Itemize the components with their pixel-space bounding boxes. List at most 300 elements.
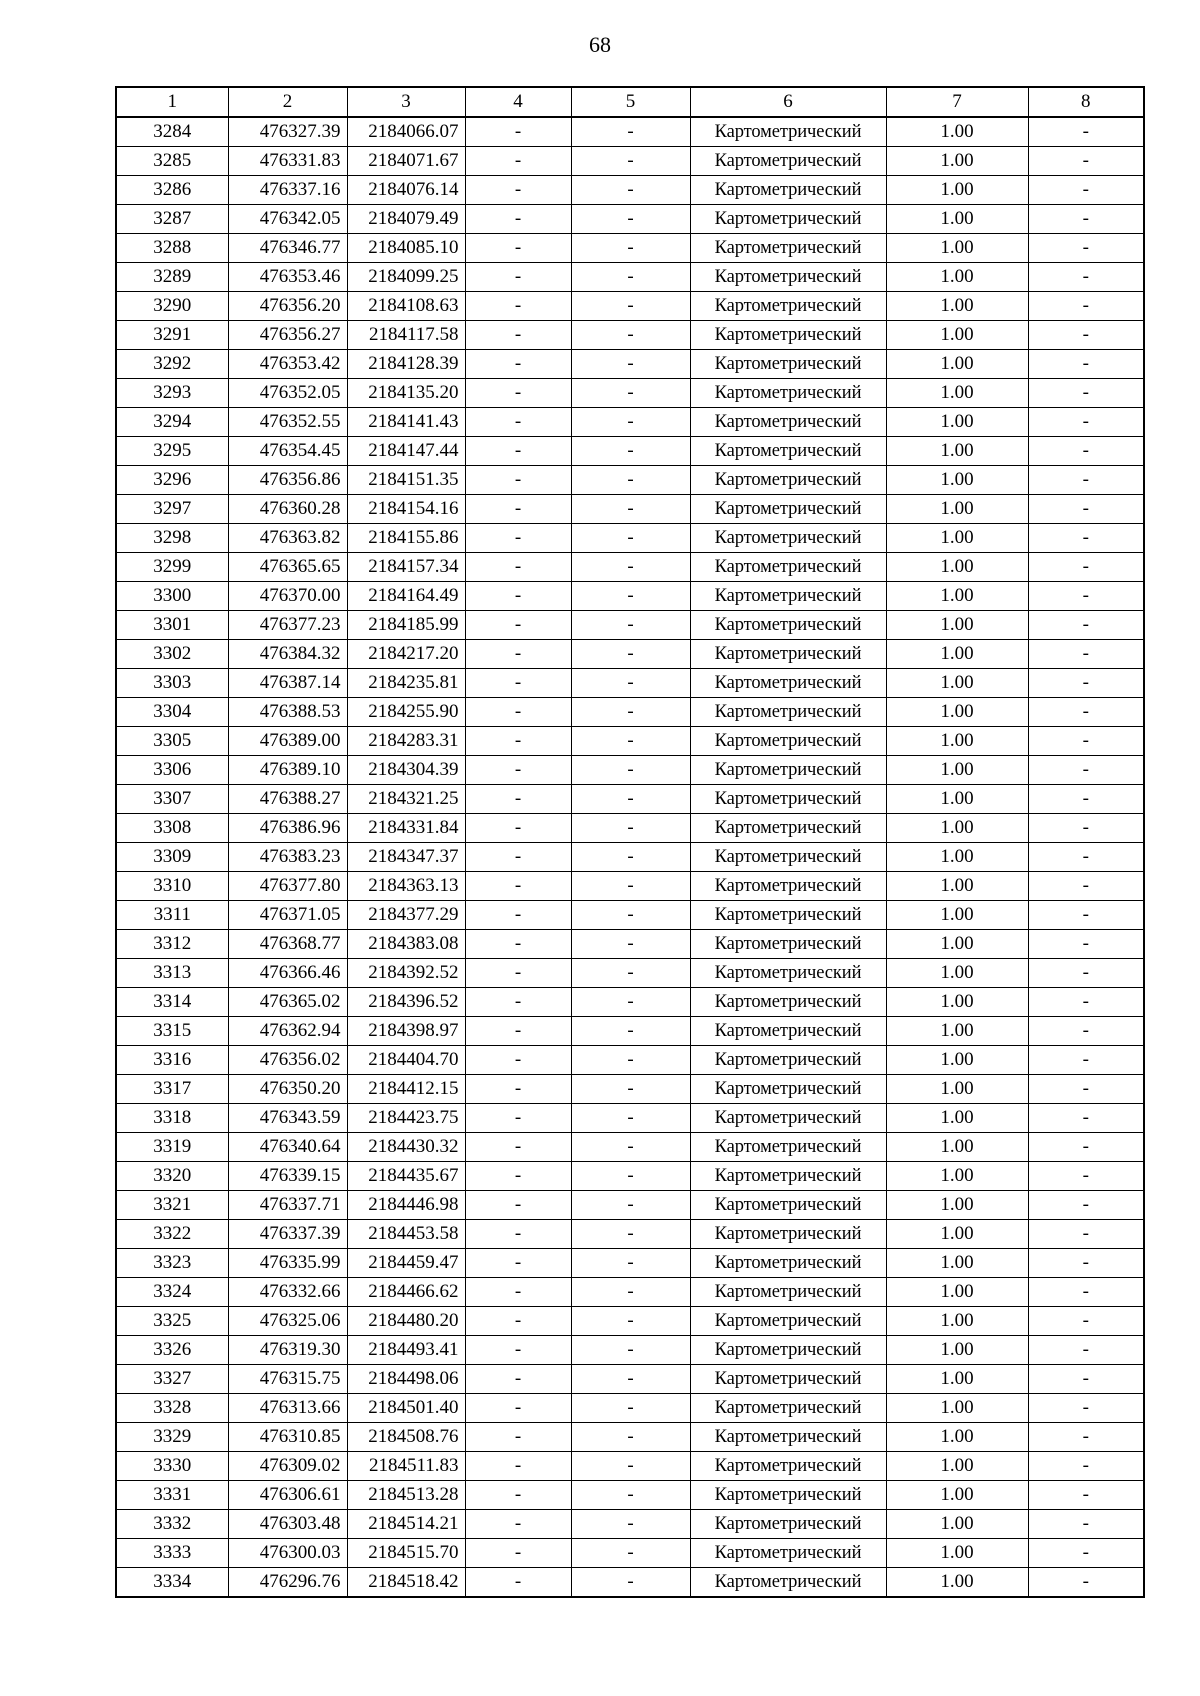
- method-cell: Картометрический: [690, 263, 886, 292]
- column-4-cell: -: [465, 553, 571, 582]
- method-cell: Картометрический: [690, 1452, 886, 1481]
- column-4-cell: -: [465, 669, 571, 698]
- column-4-cell: -: [465, 959, 571, 988]
- table-row: [116, 147, 1144, 176]
- y-coordinate-cell: 2184453.58: [347, 1220, 465, 1249]
- point-number-cell: 3330: [116, 1452, 228, 1481]
- method-cell: Картометрический: [690, 1481, 886, 1510]
- method-cell: Картометрический: [690, 147, 886, 176]
- column-4-cell: -: [465, 814, 571, 843]
- method-cell: Картометрический: [690, 234, 886, 263]
- method-cell: Картометрический: [690, 1191, 886, 1220]
- column-5-cell: -: [571, 843, 690, 872]
- y-coordinate-cell: 2184108.63: [347, 292, 465, 321]
- table-row: [116, 727, 1144, 756]
- y-coordinate-cell: 2184501.40: [347, 1394, 465, 1423]
- y-coordinate-cell: 2184066.07: [347, 117, 465, 147]
- coordinates-table: [115, 86, 1145, 1598]
- method-cell: Картометрический: [690, 1336, 886, 1365]
- column-8-cell: -: [1028, 1568, 1144, 1598]
- column-8-cell: -: [1028, 350, 1144, 379]
- point-number-cell: 3289: [116, 263, 228, 292]
- y-coordinate-cell: 2184435.67: [347, 1162, 465, 1191]
- column-8-cell: -: [1028, 930, 1144, 959]
- y-coordinate-cell: 2184383.08: [347, 930, 465, 959]
- column-5-cell: -: [571, 350, 690, 379]
- y-coordinate-cell: 2184117.58: [347, 321, 465, 350]
- column-5-cell: -: [571, 814, 690, 843]
- column-header: 1: [116, 87, 228, 117]
- accuracy-cell: 1.00: [886, 524, 1028, 553]
- accuracy-cell: 1.00: [886, 408, 1028, 437]
- column-8-cell: -: [1028, 292, 1144, 321]
- method-cell: Картометрический: [690, 1510, 886, 1539]
- column-5-cell: -: [571, 1104, 690, 1133]
- column-8-cell: -: [1028, 1017, 1144, 1046]
- column-8-cell: -: [1028, 1278, 1144, 1307]
- accuracy-cell: 1.00: [886, 1046, 1028, 1075]
- accuracy-cell: 1.00: [886, 350, 1028, 379]
- column-8-cell: -: [1028, 1307, 1144, 1336]
- point-number-cell: 3298: [116, 524, 228, 553]
- column-5-cell: -: [571, 1162, 690, 1191]
- point-number-cell: 3285: [116, 147, 228, 176]
- accuracy-cell: 1.00: [886, 176, 1028, 205]
- y-coordinate-cell: 2184235.81: [347, 669, 465, 698]
- accuracy-cell: 1.00: [886, 437, 1028, 466]
- column-header: 6: [690, 87, 886, 117]
- table-row: [116, 1075, 1144, 1104]
- column-5-cell: -: [571, 205, 690, 234]
- column-4-cell: -: [465, 234, 571, 263]
- method-cell: Картометрический: [690, 640, 886, 669]
- column-8-cell: -: [1028, 1452, 1144, 1481]
- column-8-cell: -: [1028, 1481, 1144, 1510]
- table-row: [116, 1510, 1144, 1539]
- column-8-cell: -: [1028, 582, 1144, 611]
- accuracy-cell: 1.00: [886, 1307, 1028, 1336]
- y-coordinate-cell: 2184508.76: [347, 1423, 465, 1452]
- y-coordinate-cell: 2184423.75: [347, 1104, 465, 1133]
- column-4-cell: -: [465, 1046, 571, 1075]
- table-row: [116, 785, 1144, 814]
- column-8-cell: -: [1028, 437, 1144, 466]
- method-cell: Картометрический: [690, 669, 886, 698]
- method-cell: Картометрический: [690, 1133, 886, 1162]
- table-row: [116, 1539, 1144, 1568]
- table-row: [116, 756, 1144, 785]
- accuracy-cell: 1.00: [886, 1365, 1028, 1394]
- column-4-cell: -: [465, 466, 571, 495]
- method-cell: Картометрический: [690, 843, 886, 872]
- column-8-cell: -: [1028, 640, 1144, 669]
- x-coordinate-cell: 476340.64: [228, 1133, 347, 1162]
- method-cell: Картометрический: [690, 1307, 886, 1336]
- y-coordinate-cell: 2184147.44: [347, 437, 465, 466]
- x-coordinate-cell: 476387.14: [228, 669, 347, 698]
- y-coordinate-cell: 2184076.14: [347, 176, 465, 205]
- point-number-cell: 3312: [116, 930, 228, 959]
- column-8-cell: -: [1028, 1220, 1144, 1249]
- column-8-cell: -: [1028, 988, 1144, 1017]
- table-row: [116, 1133, 1144, 1162]
- column-5-cell: -: [571, 582, 690, 611]
- column-8-cell: -: [1028, 1510, 1144, 1539]
- column-5-cell: -: [571, 117, 690, 147]
- column-4-cell: -: [465, 1365, 571, 1394]
- x-coordinate-cell: 476362.94: [228, 1017, 347, 1046]
- method-cell: Картометрический: [690, 408, 886, 437]
- x-coordinate-cell: 476383.23: [228, 843, 347, 872]
- x-coordinate-cell: 476365.02: [228, 988, 347, 1017]
- column-5-cell: -: [571, 1278, 690, 1307]
- accuracy-cell: 1.00: [886, 1104, 1028, 1133]
- x-coordinate-cell: 476325.06: [228, 1307, 347, 1336]
- point-number-cell: 3290: [116, 292, 228, 321]
- column-8-cell: -: [1028, 1249, 1144, 1278]
- table-row: [116, 263, 1144, 292]
- point-number-cell: 3295: [116, 437, 228, 466]
- method-cell: Картометрический: [690, 1017, 886, 1046]
- y-coordinate-cell: 2184154.16: [347, 495, 465, 524]
- y-coordinate-cell: 2184511.83: [347, 1452, 465, 1481]
- method-cell: Картометрический: [690, 1046, 886, 1075]
- method-cell: Картометрический: [690, 1104, 886, 1133]
- method-cell: Картометрический: [690, 117, 886, 147]
- table-row: [116, 698, 1144, 727]
- column-8-cell: -: [1028, 1336, 1144, 1365]
- accuracy-cell: 1.00: [886, 1539, 1028, 1568]
- y-coordinate-cell: 2184518.42: [347, 1568, 465, 1598]
- accuracy-cell: 1.00: [886, 1191, 1028, 1220]
- accuracy-cell: 1.00: [886, 1568, 1028, 1598]
- table-row: [116, 901, 1144, 930]
- point-number-cell: 3324: [116, 1278, 228, 1307]
- column-4-cell: -: [465, 843, 571, 872]
- x-coordinate-cell: 476310.85: [228, 1423, 347, 1452]
- y-coordinate-cell: 2184347.37: [347, 843, 465, 872]
- column-8-cell: -: [1028, 408, 1144, 437]
- method-cell: Картометрический: [690, 553, 886, 582]
- method-cell: Картометрический: [690, 872, 886, 901]
- table-row: [116, 408, 1144, 437]
- accuracy-cell: 1.00: [886, 872, 1028, 901]
- column-5-cell: -: [571, 1046, 690, 1075]
- accuracy-cell: 1.00: [886, 321, 1028, 350]
- column-5-cell: -: [571, 611, 690, 640]
- column-5-cell: -: [571, 669, 690, 698]
- method-cell: Картометрический: [690, 1220, 886, 1249]
- y-coordinate-cell: 2184128.39: [347, 350, 465, 379]
- column-5-cell: -: [571, 901, 690, 930]
- x-coordinate-cell: 476356.20: [228, 292, 347, 321]
- table-row: [116, 582, 1144, 611]
- table-row: [116, 553, 1144, 582]
- point-number-cell: 3315: [116, 1017, 228, 1046]
- column-5-cell: -: [571, 553, 690, 582]
- table-row: [116, 1104, 1144, 1133]
- x-coordinate-cell: 476296.76: [228, 1568, 347, 1598]
- column-5-cell: -: [571, 785, 690, 814]
- column-4-cell: -: [465, 1539, 571, 1568]
- table-row: [116, 1452, 1144, 1481]
- column-8-cell: -: [1028, 1162, 1144, 1191]
- column-5-cell: -: [571, 1249, 690, 1278]
- point-number-cell: 3334: [116, 1568, 228, 1598]
- method-cell: Картометрический: [690, 321, 886, 350]
- point-number-cell: 3288: [116, 234, 228, 263]
- y-coordinate-cell: 2184135.20: [347, 379, 465, 408]
- table-row: [116, 321, 1144, 350]
- accuracy-cell: 1.00: [886, 466, 1028, 495]
- x-coordinate-cell: 476337.16: [228, 176, 347, 205]
- column-5-cell: -: [571, 437, 690, 466]
- method-cell: Картометрический: [690, 582, 886, 611]
- x-coordinate-cell: 476363.82: [228, 524, 347, 553]
- accuracy-cell: 1.00: [886, 205, 1028, 234]
- table-row: [116, 176, 1144, 205]
- point-number-cell: 3320: [116, 1162, 228, 1191]
- column-header: 3: [347, 87, 465, 117]
- x-coordinate-cell: 476309.02: [228, 1452, 347, 1481]
- column-8-cell: -: [1028, 1365, 1144, 1394]
- column-4-cell: -: [465, 1568, 571, 1598]
- point-number-cell: 3284: [116, 117, 228, 147]
- y-coordinate-cell: 2184157.34: [347, 553, 465, 582]
- x-coordinate-cell: 476377.80: [228, 872, 347, 901]
- table-row: [116, 1365, 1144, 1394]
- table-row: [116, 669, 1144, 698]
- column-5-cell: -: [571, 524, 690, 553]
- column-4-cell: -: [465, 1017, 571, 1046]
- y-coordinate-cell: 2184217.20: [347, 640, 465, 669]
- method-cell: Картометрический: [690, 698, 886, 727]
- column-4-cell: -: [465, 988, 571, 1017]
- accuracy-cell: 1.00: [886, 1481, 1028, 1510]
- x-coordinate-cell: 476356.02: [228, 1046, 347, 1075]
- method-cell: Картометрический: [690, 1365, 886, 1394]
- method-cell: Картометрический: [690, 756, 886, 785]
- accuracy-cell: 1.00: [886, 495, 1028, 524]
- y-coordinate-cell: 2184392.52: [347, 959, 465, 988]
- column-5-cell: -: [571, 263, 690, 292]
- column-5-cell: -: [571, 495, 690, 524]
- accuracy-cell: 1.00: [886, 698, 1028, 727]
- y-coordinate-cell: 2184151.35: [347, 466, 465, 495]
- column-4-cell: -: [465, 872, 571, 901]
- column-5-cell: -: [571, 1336, 690, 1365]
- x-coordinate-cell: 476352.55: [228, 408, 347, 437]
- column-5-cell: -: [571, 872, 690, 901]
- accuracy-cell: 1.00: [886, 611, 1028, 640]
- x-coordinate-cell: 476389.00: [228, 727, 347, 756]
- point-number-cell: 3307: [116, 785, 228, 814]
- column-4-cell: -: [465, 1307, 571, 1336]
- y-coordinate-cell: 2184377.29: [347, 901, 465, 930]
- x-coordinate-cell: 476337.71: [228, 1191, 347, 1220]
- column-header: 4: [465, 87, 571, 117]
- y-coordinate-cell: 2184498.06: [347, 1365, 465, 1394]
- accuracy-cell: 1.00: [886, 901, 1028, 930]
- method-cell: Картометрический: [690, 814, 886, 843]
- method-cell: Картометрический: [690, 727, 886, 756]
- method-cell: Картометрический: [690, 785, 886, 814]
- column-8-cell: -: [1028, 176, 1144, 205]
- point-number-cell: 3327: [116, 1365, 228, 1394]
- column-4-cell: -: [465, 495, 571, 524]
- point-number-cell: 3296: [116, 466, 228, 495]
- point-number-cell: 3332: [116, 1510, 228, 1539]
- column-5-cell: -: [571, 1568, 690, 1598]
- column-4-cell: -: [465, 1162, 571, 1191]
- method-cell: Картометрический: [690, 495, 886, 524]
- x-coordinate-cell: 476300.03: [228, 1539, 347, 1568]
- table-row: [116, 1220, 1144, 1249]
- column-5-cell: -: [571, 1481, 690, 1510]
- accuracy-cell: 1.00: [886, 727, 1028, 756]
- y-coordinate-cell: 2184430.32: [347, 1133, 465, 1162]
- method-cell: Картометрический: [690, 350, 886, 379]
- method-cell: Картометрический: [690, 1162, 886, 1191]
- table-row: [116, 1336, 1144, 1365]
- x-coordinate-cell: 476315.75: [228, 1365, 347, 1394]
- column-8-cell: -: [1028, 495, 1144, 524]
- column-8-cell: -: [1028, 814, 1144, 843]
- column-8-cell: -: [1028, 379, 1144, 408]
- column-8-cell: -: [1028, 234, 1144, 263]
- table-row: [116, 117, 1144, 147]
- accuracy-cell: 1.00: [886, 117, 1028, 147]
- accuracy-cell: 1.00: [886, 1075, 1028, 1104]
- accuracy-cell: 1.00: [886, 292, 1028, 321]
- table-row: [116, 437, 1144, 466]
- column-8-cell: -: [1028, 1075, 1144, 1104]
- method-cell: Картометрический: [690, 379, 886, 408]
- x-coordinate-cell: 476331.83: [228, 147, 347, 176]
- x-coordinate-cell: 476342.05: [228, 205, 347, 234]
- y-coordinate-cell: 2184185.99: [347, 611, 465, 640]
- column-5-cell: -: [571, 1133, 690, 1162]
- column-header: 2: [228, 87, 347, 117]
- column-4-cell: -: [465, 437, 571, 466]
- point-number-cell: 3328: [116, 1394, 228, 1423]
- column-5-cell: -: [571, 379, 690, 408]
- column-5-cell: -: [571, 1423, 690, 1452]
- table-row: [116, 988, 1144, 1017]
- column-4-cell: -: [465, 756, 571, 785]
- x-coordinate-cell: 476356.27: [228, 321, 347, 350]
- column-4-cell: -: [465, 901, 571, 930]
- column-5-cell: -: [571, 756, 690, 785]
- method-cell: Картометрический: [690, 1539, 886, 1568]
- x-coordinate-cell: 476370.00: [228, 582, 347, 611]
- column-8-cell: -: [1028, 611, 1144, 640]
- column-4-cell: -: [465, 582, 571, 611]
- column-8-cell: -: [1028, 117, 1144, 147]
- accuracy-cell: 1.00: [886, 1510, 1028, 1539]
- column-4-cell: -: [465, 1394, 571, 1423]
- accuracy-cell: 1.00: [886, 988, 1028, 1017]
- x-coordinate-cell: 476388.27: [228, 785, 347, 814]
- column-4-cell: -: [465, 785, 571, 814]
- column-4-cell: -: [465, 147, 571, 176]
- point-number-cell: 3304: [116, 698, 228, 727]
- accuracy-cell: 1.00: [886, 1336, 1028, 1365]
- point-number-cell: 3300: [116, 582, 228, 611]
- column-5-cell: -: [571, 234, 690, 263]
- table-row: [116, 495, 1144, 524]
- column-header: 5: [571, 87, 690, 117]
- x-coordinate-cell: 476346.77: [228, 234, 347, 263]
- column-5-cell: -: [571, 1394, 690, 1423]
- column-header: 8: [1028, 87, 1144, 117]
- table-row: [116, 379, 1144, 408]
- accuracy-cell: 1.00: [886, 147, 1028, 176]
- y-coordinate-cell: 2184099.25: [347, 263, 465, 292]
- method-cell: Картометрический: [690, 611, 886, 640]
- column-4-cell: -: [465, 727, 571, 756]
- column-4-cell: -: [465, 117, 571, 147]
- y-coordinate-cell: 2184155.86: [347, 524, 465, 553]
- x-coordinate-cell: 476313.66: [228, 1394, 347, 1423]
- point-number-cell: 3299: [116, 553, 228, 582]
- accuracy-cell: 1.00: [886, 1249, 1028, 1278]
- column-8-cell: -: [1028, 669, 1144, 698]
- column-5-cell: -: [571, 1365, 690, 1394]
- column-4-cell: -: [465, 176, 571, 205]
- x-coordinate-cell: 476360.28: [228, 495, 347, 524]
- table-row: [116, 292, 1144, 321]
- x-coordinate-cell: 476327.39: [228, 117, 347, 147]
- y-coordinate-cell: 2184164.49: [347, 582, 465, 611]
- point-number-cell: 3313: [116, 959, 228, 988]
- point-number-cell: 3325: [116, 1307, 228, 1336]
- x-coordinate-cell: 476343.59: [228, 1104, 347, 1133]
- y-coordinate-cell: 2184331.84: [347, 814, 465, 843]
- accuracy-cell: 1.00: [886, 1220, 1028, 1249]
- column-5-cell: -: [571, 292, 690, 321]
- table-row: [116, 1394, 1144, 1423]
- table-row: [116, 1423, 1144, 1452]
- method-cell: Картометрический: [690, 1568, 886, 1598]
- point-number-cell: 3293: [116, 379, 228, 408]
- table-row: [116, 1307, 1144, 1336]
- column-4-cell: -: [465, 1336, 571, 1365]
- column-8-cell: -: [1028, 524, 1144, 553]
- column-4-cell: -: [465, 1510, 571, 1539]
- column-5-cell: -: [571, 1307, 690, 1336]
- column-5-cell: -: [571, 1539, 690, 1568]
- column-5-cell: -: [571, 930, 690, 959]
- accuracy-cell: 1.00: [886, 553, 1028, 582]
- accuracy-cell: 1.00: [886, 1162, 1028, 1191]
- point-number-cell: 3310: [116, 872, 228, 901]
- y-coordinate-cell: 2184515.70: [347, 1539, 465, 1568]
- method-cell: Картометрический: [690, 466, 886, 495]
- table-row: [116, 959, 1144, 988]
- column-4-cell: -: [465, 1481, 571, 1510]
- method-cell: Картометрический: [690, 959, 886, 988]
- column-8-cell: -: [1028, 901, 1144, 930]
- column-4-cell: -: [465, 1191, 571, 1220]
- method-cell: Картометрический: [690, 1249, 886, 1278]
- y-coordinate-cell: 2184079.49: [347, 205, 465, 234]
- method-cell: Картометрический: [690, 1278, 886, 1307]
- x-coordinate-cell: 476386.96: [228, 814, 347, 843]
- column-8-cell: -: [1028, 785, 1144, 814]
- table-row: [116, 640, 1144, 669]
- column-8-cell: -: [1028, 698, 1144, 727]
